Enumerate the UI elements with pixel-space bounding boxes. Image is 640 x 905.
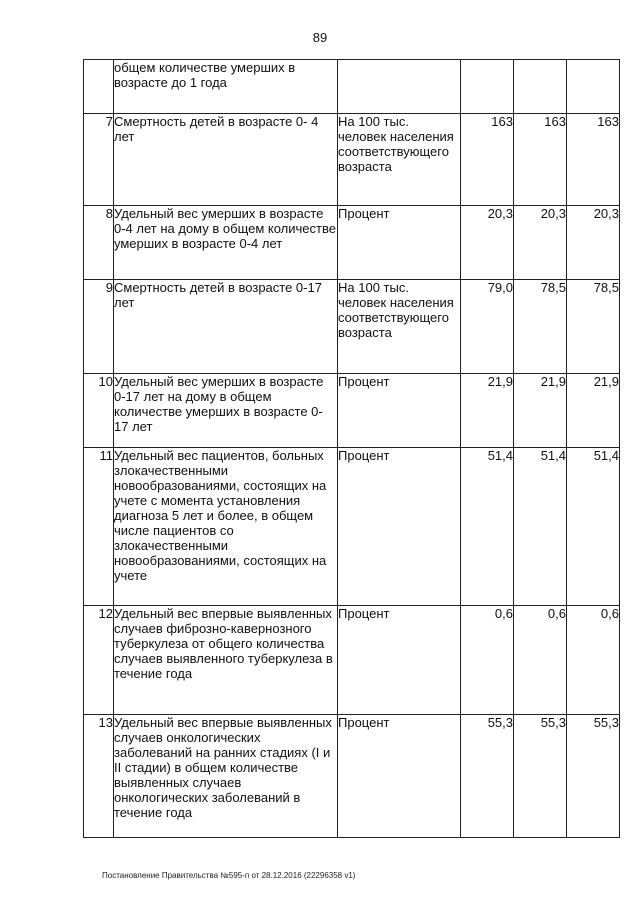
unit-of-measure [338, 60, 461, 114]
unit-of-measure: Процент [338, 206, 461, 280]
value-year-1: 20,3 [461, 206, 514, 280]
table-row [84, 60, 620, 114]
value-year-3: 20,3 [567, 206, 620, 280]
unit-of-measure: На 100 тыс. человек населения соответствующего возраста [338, 280, 461, 374]
value-year-2: 163 [514, 114, 567, 206]
row-number: 11 [84, 448, 114, 606]
value-year-2: 78,5 [514, 280, 567, 374]
table-row [84, 114, 620, 206]
unit-of-measure: Процент [338, 448, 461, 606]
indicator-name: общем количестве умерших в возрасте до 1 года [114, 60, 338, 114]
indicator-name: Удельный вес пациентов, больных злокачественными новообразованиями, состоящих на учете с момента установления диагноза 5 лет и более, в общем числе пациентов со злокачественными новообразованиями, состоящих на учете [114, 448, 338, 606]
indicators-table [83, 59, 620, 838]
value-year-3: 163 [567, 114, 620, 206]
row-number: 7 [84, 114, 114, 206]
document-footer: Постановление Правительства №595-п от 28.12.2016 (22296358 v1) [102, 871, 356, 880]
value-year-1: 163 [461, 114, 514, 206]
row-number: 8 [84, 206, 114, 280]
value-year-3: 55,3 [567, 715, 620, 838]
row-number [84, 60, 114, 114]
indicator-name: Смертность детей в возрасте 0- 4 лет [114, 114, 338, 206]
value-year-3: 21,9 [567, 374, 620, 448]
table-row [84, 206, 620, 280]
row-number: 10 [84, 374, 114, 448]
unit-of-measure: Процент [338, 374, 461, 448]
value-year-2: 55,3 [514, 715, 567, 838]
page-number: 89 [312, 30, 328, 45]
value-year-3 [567, 60, 620, 114]
value-year-2: 51,4 [514, 448, 567, 606]
value-year-3: 51,4 [567, 448, 620, 606]
value-year-1: 51,4 [461, 448, 514, 606]
value-year-3: 78,5 [567, 280, 620, 374]
indicator-name: Удельный вес впервые выявленных случаев онкологических заболеваний на ранних стадиях (I и II стадии) в общем количестве выявленных случаев онкологических заболеваний в течение года [114, 715, 338, 838]
value-year-2 [514, 60, 567, 114]
table-row [84, 715, 620, 838]
table-row [84, 374, 620, 448]
unit-of-measure: Процент [338, 715, 461, 838]
indicator-name: Удельный вес умерших в возрасте 0-17 лет на дому в общем количестве умерших в возрасте 0-17 лет [114, 374, 338, 448]
value-year-1 [461, 60, 514, 114]
table-row [84, 448, 620, 606]
value-year-1: 79,0 [461, 280, 514, 374]
indicator-name: Удельный вес впервые выявленных случаев фиброзно-кавернозного туберкулеза от общего количества случаев выявленного туберкулеза в течение года [114, 606, 338, 715]
value-year-1: 0,6 [461, 606, 514, 715]
row-number: 9 [84, 280, 114, 374]
value-year-3: 0,6 [567, 606, 620, 715]
value-year-2: 0,6 [514, 606, 567, 715]
value-year-2: 21,9 [514, 374, 567, 448]
table-row [84, 606, 620, 715]
value-year-1: 55,3 [461, 715, 514, 838]
indicator-name: Удельный вес умерших в возрасте 0-4 лет на дому в общем количестве умерших в возрасте 0-4 лет [114, 206, 338, 280]
row-number: 12 [84, 606, 114, 715]
row-number: 13 [84, 715, 114, 838]
value-year-1: 21,9 [461, 374, 514, 448]
table-row [84, 280, 620, 374]
unit-of-measure: На 100 тыс. человек населения соответствующего возраста [338, 114, 461, 206]
unit-of-measure: Процент [338, 606, 461, 715]
value-year-2: 20,3 [514, 206, 567, 280]
indicator-name: Смертность детей в возрасте 0-17 лет [114, 280, 338, 374]
